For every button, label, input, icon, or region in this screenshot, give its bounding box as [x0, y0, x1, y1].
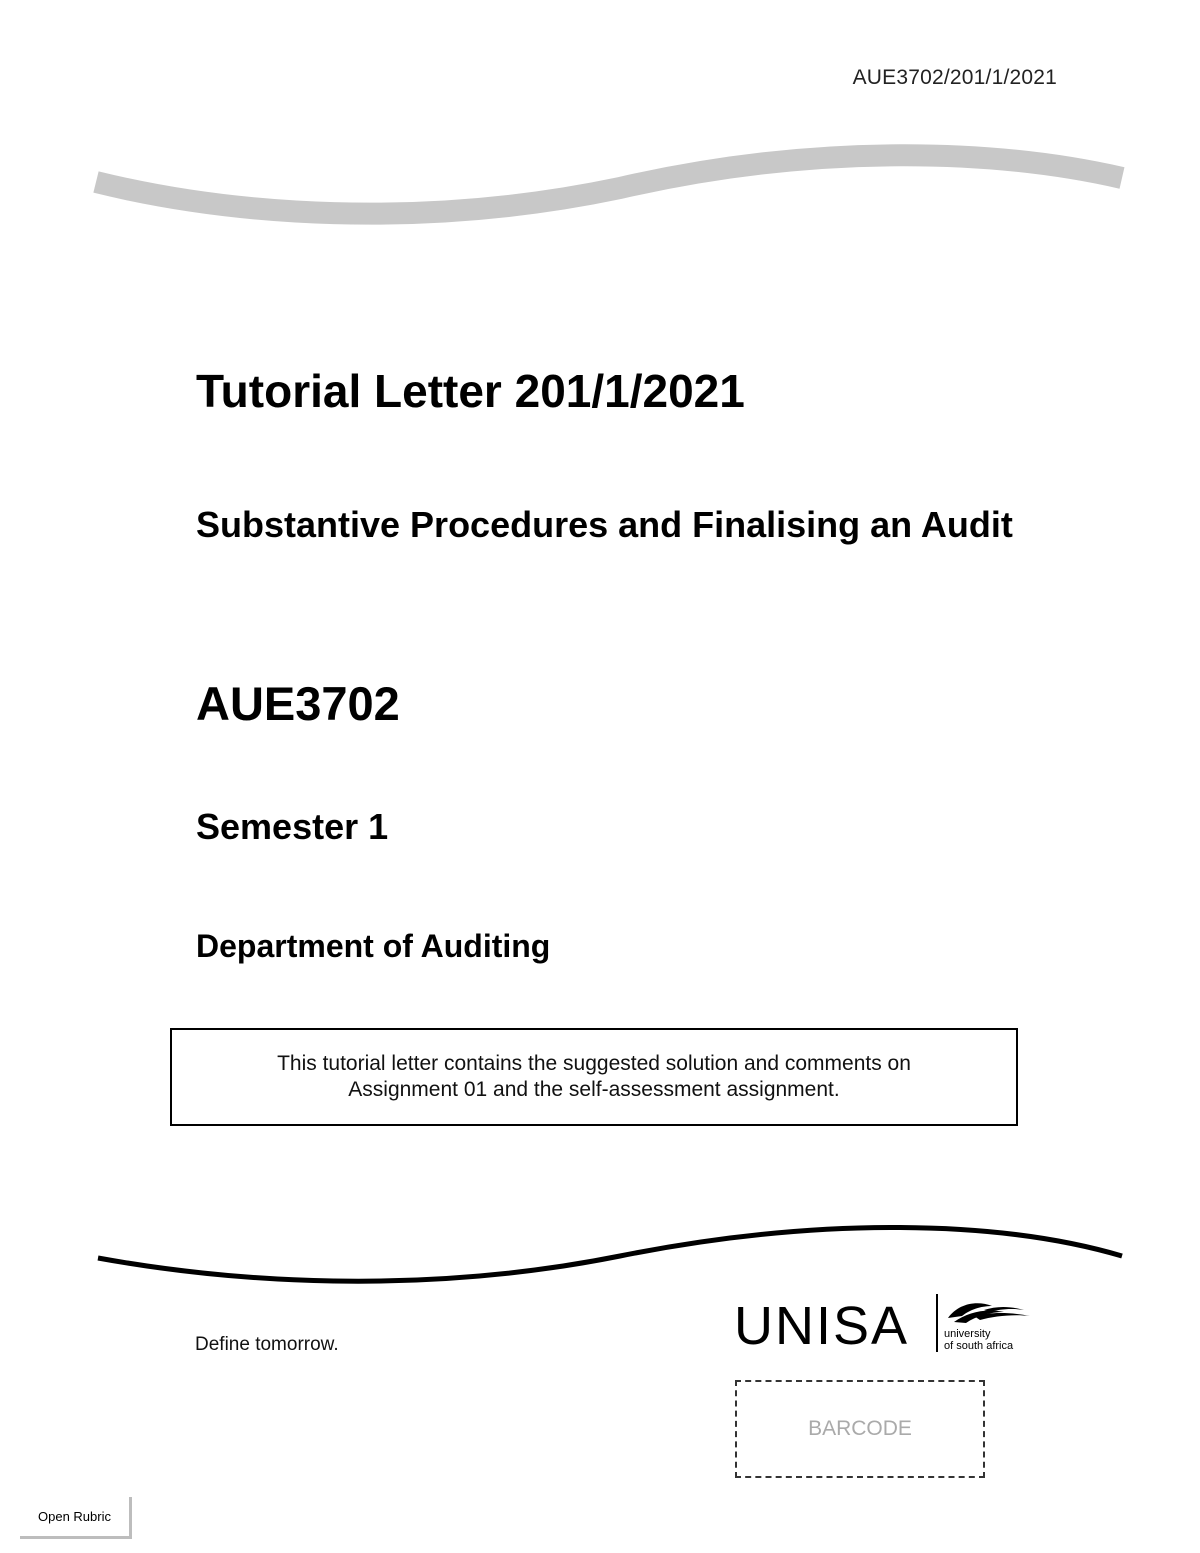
bottom-wave-decoration: [0, 1210, 1200, 1300]
unisa-wordmark: UNISA: [734, 1296, 910, 1356]
note-box: [170, 1028, 1018, 1126]
unisa-subtext-line-1: university: [944, 1328, 991, 1340]
document-reference: AUE3702/201/1/2021: [852, 66, 1057, 89]
top-wave-decoration: [0, 120, 1200, 240]
unisa-subtext: [944, 1328, 1013, 1352]
document-title: Tutorial Letter 201/1/2021: [196, 365, 745, 417]
unisa-emblem-icon: [944, 1296, 1032, 1326]
note-text: This tutorial letter contains the suggested solution and comments on Assignment 01 and the self-assessment assignment.: [277, 1052, 911, 1101]
unisa-logo: [734, 1290, 1034, 1356]
semester: Semester 1: [196, 806, 389, 847]
unisa-subtext-line-2: of south africa: [944, 1340, 1014, 1352]
open-rubric-button[interactable]: Open Rubric: [20, 1497, 132, 1539]
document-subtitle: Substantive Procedures and Finalising an Audit: [196, 504, 1013, 545]
barcode-placeholder: [735, 1380, 985, 1478]
module-code: AUE3702: [196, 677, 400, 730]
logo-divider: [936, 1294, 938, 1352]
department: Department of Auditing: [196, 928, 551, 964]
tagline: Define tomorrow.: [195, 1334, 339, 1355]
barcode-label: BARCODE: [808, 1417, 912, 1440]
